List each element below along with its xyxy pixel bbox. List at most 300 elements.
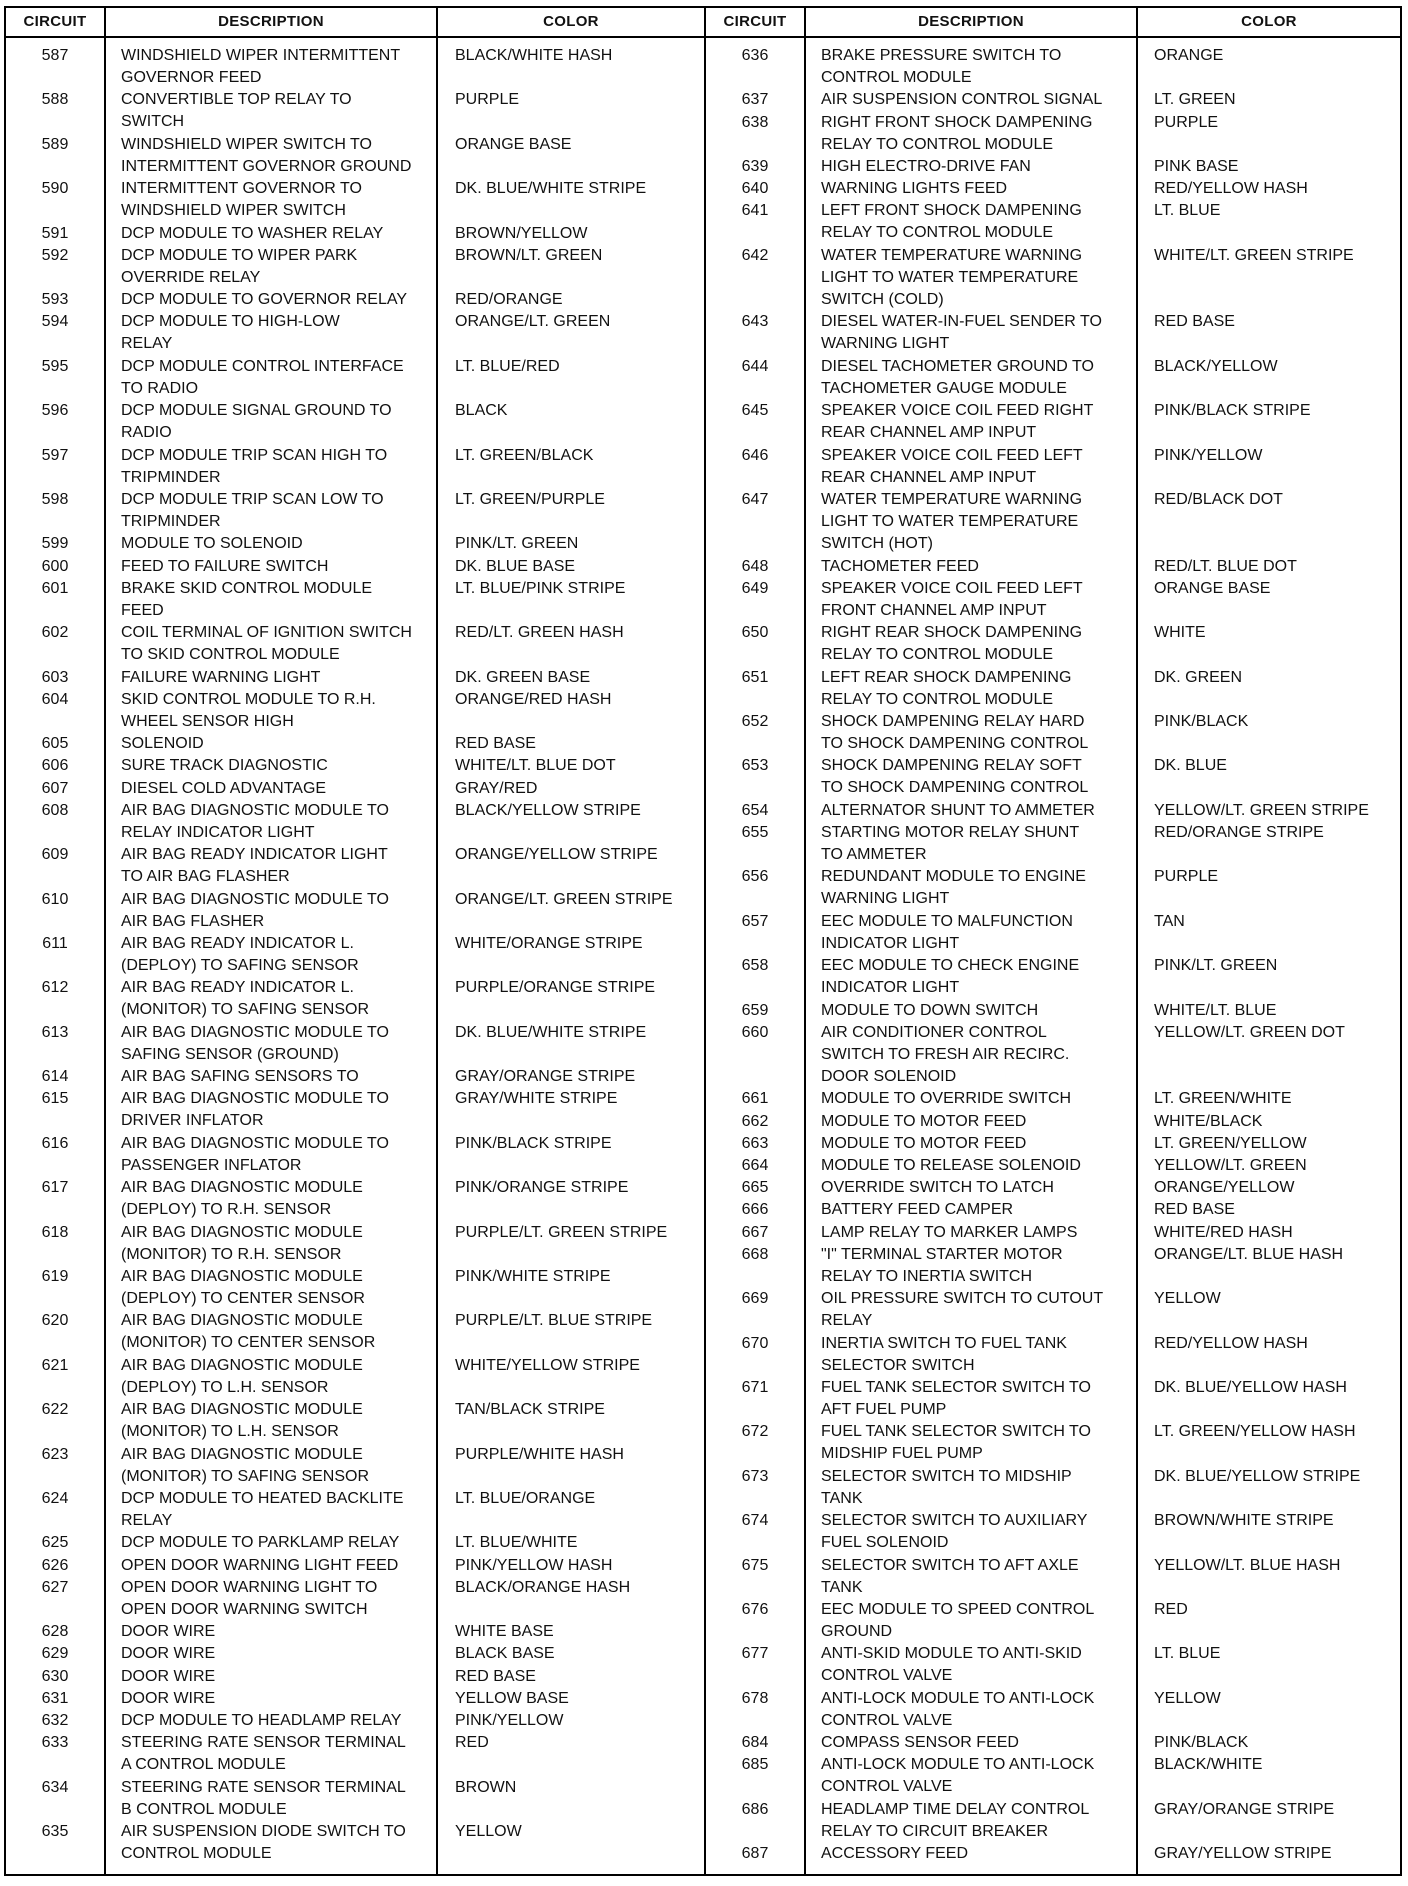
description-line: RELAY TO CONTROL MODULE xyxy=(821,646,1054,664)
description-line: WATER TEMPERATURE WARNING xyxy=(821,491,1083,508)
circuit-number: 602 xyxy=(41,624,69,642)
circuit-description xyxy=(121,1066,359,1088)
description-line: ACCESSORY FEED xyxy=(821,1845,969,1863)
column-divider xyxy=(1136,6,1138,1876)
header-color-right: COLOR xyxy=(1241,12,1297,30)
description-line: DCP MODULE TO HEADLAMP RELAY xyxy=(121,1712,402,1729)
circuit-description xyxy=(121,889,389,933)
wire-color: BROWN/WHITE STRIPE xyxy=(1154,1512,1334,1530)
description-line: AIR BAG DIAGNOSTIC MODULE xyxy=(121,1312,363,1330)
circuit-number: 667 xyxy=(741,1223,769,1241)
circuit-number: 675 xyxy=(741,1556,769,1574)
circuit-description xyxy=(821,489,1082,555)
circuit-description xyxy=(821,1688,1094,1732)
wire-color: RED BASE xyxy=(1154,1201,1235,1219)
circuit-description xyxy=(121,134,411,178)
circuit-number: 654 xyxy=(741,801,769,819)
description-line: AIR BAG DIAGNOSTIC MODULE xyxy=(121,1179,363,1197)
description-line: CONTROL VALVE xyxy=(821,1711,953,1729)
wire-color: DK. BLUE/YELLOW HASH xyxy=(1154,1379,1347,1396)
circuit-number: 624 xyxy=(41,1490,69,1507)
circuit-description xyxy=(821,1288,1103,1332)
wire-color: RED/ORANGE STRIPE xyxy=(1154,824,1324,841)
description-line: DCP MODULE TO WIPER PARK xyxy=(121,246,358,264)
description-line: AIR BAG READY INDICATOR LIGHT xyxy=(121,846,388,864)
description-line: REDUNDANT MODULE TO ENGINE xyxy=(821,868,1086,886)
description-line: RELAY xyxy=(121,1512,173,1529)
wire-color: PINK/BLACK xyxy=(1154,1734,1249,1752)
wire-color: RED/ORANGE xyxy=(455,291,563,309)
wire-color: WHITE/RED HASH xyxy=(1154,1223,1293,1241)
description-line: WINDSHIELD WIPER SWITCH TO xyxy=(121,135,372,153)
circuit-description xyxy=(821,178,1007,200)
description-line: DCP MODULE SIGNAL GROUND TO xyxy=(121,402,392,420)
description-line: ANTI-LOCK MODULE TO ANTI-LOCK xyxy=(821,1689,1095,1707)
wire-color: LT. GREEN/YELLOW HASH xyxy=(1154,1423,1356,1441)
wire-color: ORANGE/LT. BLUE HASH xyxy=(1154,1245,1344,1263)
circuit-description xyxy=(121,45,400,89)
circuit-number: 676 xyxy=(741,1601,769,1618)
wire-color: WHITE BASE xyxy=(455,1623,554,1641)
circuit-description xyxy=(821,1421,1091,1465)
circuit-description xyxy=(121,778,326,800)
description-line: AIR BAG DIAGNOSTIC MODULE TO xyxy=(121,1134,389,1152)
description-line: REAR CHANNEL AMP INPUT xyxy=(821,468,1037,486)
circuit-number: 653 xyxy=(741,757,769,775)
description-line: (DEPLOY) TO CENTER SENSOR xyxy=(121,1290,365,1307)
wire-color: TAN/BLACK STRIPE xyxy=(455,1401,605,1419)
circuit-number: 604 xyxy=(41,690,69,708)
description-line: LIGHT TO WATER TEMPERATURE xyxy=(821,268,1079,286)
description-line: FAILURE WARNING LIGHT xyxy=(121,668,321,686)
wire-color: BLACK/WHITE xyxy=(1154,1756,1263,1774)
circuit-description xyxy=(121,1777,406,1821)
wire-color: BROWN/YELLOW xyxy=(455,224,588,242)
description-line: DRIVER INFLATOR xyxy=(121,1112,264,1130)
circuit-number: 686 xyxy=(741,1800,769,1818)
circuit-number: 629 xyxy=(41,1645,69,1663)
wire-color: PINK/BLACK STRIPE xyxy=(1154,402,1311,420)
circuit-number: 594 xyxy=(41,313,69,331)
description-line: AIR CONDITIONER CONTROL xyxy=(821,1023,1047,1041)
circuit-number: 622 xyxy=(41,1401,69,1419)
circuit-number: 628 xyxy=(41,1623,69,1641)
circuit-number: 608 xyxy=(41,801,69,819)
circuit-description xyxy=(121,289,407,311)
circuit-description xyxy=(821,800,1095,822)
description-line: MIDSHIP FUEL PUMP xyxy=(821,1445,983,1463)
circuit-description xyxy=(121,178,362,222)
description-line: (DEPLOY) TO SAFING SENSOR xyxy=(121,957,359,974)
circuit-number: 610 xyxy=(41,890,69,908)
description-line: (MONITOR) TO R.H. SENSOR xyxy=(121,1245,342,1263)
circuit-number: 648 xyxy=(741,557,769,575)
wire-color: RED/LT. BLUE DOT xyxy=(1154,557,1297,575)
circuit-description xyxy=(821,45,1061,89)
circuit-description xyxy=(121,755,328,777)
circuit-description xyxy=(121,844,388,888)
description-line: LIGHT TO WATER TEMPERATURE xyxy=(821,513,1079,530)
description-line: OPEN DOOR WARNING LIGHT FEED xyxy=(121,1556,399,1574)
description-line: DCP MODULE TO HIGH-LOW xyxy=(121,313,340,331)
circuit-description xyxy=(821,1754,1094,1798)
wire-color: LT. BLUE/ORANGE xyxy=(455,1490,596,1507)
description-line: TACHOMETER GAUGE MODULE xyxy=(821,379,1067,397)
description-line: SWITCH (HOT) xyxy=(821,535,933,552)
wire-color: DK. BLUE/YELLOW STRIPE xyxy=(1154,1467,1361,1485)
circuit-number: 589 xyxy=(41,135,69,153)
circuit-description xyxy=(121,1555,398,1577)
circuit-number: 635 xyxy=(41,1823,69,1840)
circuit-description xyxy=(821,866,1086,910)
circuit-number: 678 xyxy=(741,1689,769,1707)
description-line: GROUND xyxy=(821,1623,893,1640)
circuit-description xyxy=(821,1199,1013,1221)
circuit-description xyxy=(821,1022,1069,1088)
circuit-description xyxy=(121,1643,215,1665)
circuit-description xyxy=(121,1177,363,1221)
description-line: DCP MODULE TO WASHER RELAY xyxy=(121,224,384,242)
circuit-description xyxy=(821,1643,1082,1687)
description-line: WINDSHIELD WIPER SWITCH xyxy=(121,202,346,220)
circuit-number: 672 xyxy=(741,1423,769,1441)
description-line: TANK xyxy=(821,1489,863,1507)
circuit-description xyxy=(821,1111,1026,1133)
circuit-number: 644 xyxy=(741,357,769,375)
wire-color: PINK/ORANGE STRIPE xyxy=(455,1179,629,1197)
description-line: TRIPMINDER xyxy=(121,468,221,486)
description-line: SPEAKER VOICE COIL FEED LEFT xyxy=(821,446,1083,464)
wire-color: RED xyxy=(455,1734,489,1752)
description-line: INTERMITTENT GOVERNOR GROUND xyxy=(121,157,412,175)
circuit-number: 612 xyxy=(41,979,69,997)
wire-color: PURPLE/LT. GREEN STRIPE xyxy=(455,1223,668,1241)
circuit-number: 597 xyxy=(41,446,69,464)
circuit-number: 662 xyxy=(741,1112,769,1130)
wire-color: ORANGE BASE xyxy=(455,135,572,153)
wire-color: PURPLE/LT. BLUE STRIPE xyxy=(455,1312,653,1330)
description-line: DOOR WIRE xyxy=(121,1623,216,1641)
circuit-description xyxy=(121,667,320,689)
circuit-number: 659 xyxy=(741,1001,769,1019)
wire-color: BLACK/YELLOW xyxy=(1154,357,1278,375)
description-line: AIR BAG READY INDICATOR L. xyxy=(121,935,354,952)
wire-color: LT. GREEN/YELLOW xyxy=(1154,1134,1307,1152)
wire-color: RED/BLACK DOT xyxy=(1154,491,1283,508)
wire-color: PINK/BLACK xyxy=(1154,713,1249,730)
description-line: AFT FUEL PUMP xyxy=(821,1401,947,1418)
header-color-left: COLOR xyxy=(543,12,599,30)
wire-color: WHITE/YELLOW STRIPE xyxy=(455,1356,640,1374)
wire-color: ORANGE/YELLOW xyxy=(1154,1179,1295,1197)
circuit-number: 639 xyxy=(741,158,769,175)
wire-color: WHITE xyxy=(1154,624,1206,642)
description-line: RELAY TO INERTIA SWITCH xyxy=(821,1267,1033,1285)
circuit-description xyxy=(121,689,376,733)
description-line: WARNING LIGHTS FEED xyxy=(821,180,1008,198)
circuit-description xyxy=(121,1532,399,1554)
wire-color: PURPLE xyxy=(455,91,520,109)
wire-color: LT. BLUE/RED xyxy=(455,357,560,375)
circuit-description xyxy=(821,1732,1019,1754)
wire-color: LT. GREEN xyxy=(1154,91,1236,109)
circuit-description xyxy=(821,1377,1091,1421)
wire-color: YELLOW BASE xyxy=(455,1689,569,1707)
circuit-description xyxy=(121,733,204,755)
description-line: AIR BAG DIAGNOSTIC MODULE xyxy=(121,1401,363,1419)
circuit-description xyxy=(121,800,389,844)
circuit-number: 601 xyxy=(41,579,69,597)
circuit-description xyxy=(821,445,1083,489)
circuit-description xyxy=(821,911,1073,955)
wire-color: ORANGE BASE xyxy=(1154,579,1271,597)
circuit-description xyxy=(821,156,1031,178)
description-line: TO SHOCK DAMPENING CONTROL xyxy=(821,779,1089,797)
circuit-number: 590 xyxy=(41,180,69,198)
description-line: WINDSHIELD WIPER INTERMITTENT xyxy=(121,47,401,64)
description-line: ANTI-LOCK MODULE TO ANTI-LOCK xyxy=(821,1756,1095,1774)
circuit-description xyxy=(821,667,1071,711)
description-line: DCP MODULE TRIP SCAN LOW TO xyxy=(121,491,384,508)
circuit-description xyxy=(121,1732,406,1776)
circuit-number: 660 xyxy=(741,1023,769,1041)
description-line: SPEAKER VOICE COIL FEED RIGHT xyxy=(821,402,1094,420)
description-line: DOOR WIRE xyxy=(121,1689,216,1707)
column-divider xyxy=(704,6,706,1876)
circuit-number: 674 xyxy=(741,1512,769,1530)
description-line: FRONT CHANNEL AMP INPUT xyxy=(821,601,1047,619)
circuit-number: 633 xyxy=(41,1734,69,1752)
description-line: EEC MODULE TO CHECK ENGINE xyxy=(821,957,1080,975)
description-line: AIR BAG FLASHER xyxy=(121,912,265,930)
description-line: AIR BAG DIAGNOSTIC MODULE xyxy=(121,1445,363,1463)
description-line: TO SHOCK DAMPENING CONTROL xyxy=(821,735,1089,752)
circuit-description xyxy=(121,977,369,1021)
circuit-number: 638 xyxy=(741,113,769,131)
circuit-description xyxy=(821,89,1102,111)
description-line: STEERING RATE SENSOR TERMINAL xyxy=(121,1734,406,1752)
circuit-number: 617 xyxy=(41,1179,69,1197)
circuit-description xyxy=(121,1399,363,1443)
wire-color: ORANGE/YELLOW STRIPE xyxy=(455,846,658,864)
wire-color: YELLOW xyxy=(1154,1290,1221,1308)
circuit-description xyxy=(121,1444,369,1488)
circuit-description xyxy=(121,1488,403,1532)
description-line: OVERRIDE SWITCH TO LATCH xyxy=(821,1179,1054,1197)
wire-color: DK. GREEN xyxy=(1154,668,1243,686)
circuit-description xyxy=(121,1666,215,1688)
circuit-number: 623 xyxy=(41,1445,69,1463)
wire-color: PURPLE/ORANGE STRIPE xyxy=(455,979,656,997)
wire-color: PURPLE xyxy=(1154,868,1219,886)
description-line: (DEPLOY) TO R.H. SENSOR xyxy=(121,1201,332,1219)
description-line: SELECTOR SWITCH TO AFT AXLE xyxy=(821,1556,1079,1574)
wire-color: YELLOW xyxy=(1154,1689,1221,1707)
circuit-number: 642 xyxy=(741,246,769,264)
description-line: SELECTOR SWITCH TO MIDSHIP xyxy=(821,1467,1072,1485)
circuit-description xyxy=(821,1799,1089,1843)
circuit-number: 646 xyxy=(741,446,769,464)
wire-color: RED/YELLOW HASH xyxy=(1154,1334,1308,1352)
wire-color: WHITE/LT. BLUE xyxy=(1154,1001,1277,1019)
description-line: AIR BAG DIAGNOSTIC MODULE TO xyxy=(121,890,389,908)
wire-color: LT. GREEN/PURPLE xyxy=(455,491,605,508)
circuit-number: 614 xyxy=(41,1068,69,1086)
description-line: SHOCK DAMPENING RELAY SOFT xyxy=(821,757,1082,775)
circuit-number: 665 xyxy=(741,1179,769,1197)
circuit-number: 655 xyxy=(741,824,769,841)
circuit-description xyxy=(121,356,404,400)
circuit-description xyxy=(821,1000,1038,1022)
circuit-number: 650 xyxy=(741,624,769,642)
circuit-description xyxy=(121,1266,365,1310)
circuit-description xyxy=(121,622,412,666)
wire-color: DK. GREEN BASE xyxy=(455,668,591,686)
circuit-number: 619 xyxy=(41,1268,69,1285)
circuit-number: 609 xyxy=(41,846,69,864)
circuit-description xyxy=(821,755,1088,799)
description-line: RELAY INDICATOR LIGHT xyxy=(121,823,315,841)
circuit-number: 621 xyxy=(41,1356,69,1374)
description-line: SWITCH (COLD) xyxy=(821,290,944,308)
description-line: TO RADIO xyxy=(121,379,199,397)
circuit-number: 598 xyxy=(41,491,69,508)
description-line: AIR BAG DIAGNOSTIC MODULE TO xyxy=(121,801,389,819)
description-line: CONTROL MODULE xyxy=(121,1845,272,1862)
description-line: MODULE TO OVERRIDE SWITCH xyxy=(821,1090,1072,1108)
wire-color: PINK BASE xyxy=(1154,158,1239,175)
circuit-number: 611 xyxy=(42,935,68,952)
circuit-number: 626 xyxy=(41,1556,69,1574)
description-line: RELAY TO CONTROL MODULE xyxy=(821,135,1054,153)
description-line: WATER TEMPERATURE WARNING xyxy=(821,246,1083,264)
wire-color: LT. BLUE/WHITE xyxy=(455,1534,578,1552)
circuit-description xyxy=(121,489,384,533)
description-line: SWITCH xyxy=(121,113,185,131)
description-line: BRAKE PRESSURE SWITCH TO xyxy=(821,47,1062,64)
circuit-number: 657 xyxy=(741,912,769,930)
description-line: B CONTROL MODULE xyxy=(121,1800,287,1818)
description-line: RELAY xyxy=(121,335,173,353)
circuit-description xyxy=(821,400,1093,444)
circuit-number: 670 xyxy=(741,1334,769,1352)
circuit-description xyxy=(821,1155,1081,1177)
description-line: SKID CONTROL MODULE TO R.H. xyxy=(121,690,376,708)
wire-color: BLACK/WHITE HASH xyxy=(455,47,613,64)
description-line: REAR CHANNEL AMP INPUT xyxy=(821,424,1037,442)
description-line: RELAY TO CONTROL MODULE xyxy=(821,690,1054,708)
circuit-number: 651 xyxy=(741,668,769,686)
description-line: GOVERNOR FEED xyxy=(121,69,262,86)
description-line: STEERING RATE SENSOR TERMINAL xyxy=(121,1778,406,1796)
description-line: RIGHT FRONT SHOCK DAMPENING xyxy=(821,113,1093,131)
circuit-description xyxy=(821,1510,1087,1554)
wire-color: PURPLE xyxy=(1154,113,1219,131)
circuit-description xyxy=(121,1222,363,1266)
circuit-number: 607 xyxy=(41,779,69,797)
description-line: SPEAKER VOICE COIL FEED LEFT xyxy=(821,579,1083,597)
circuit-number: 685 xyxy=(741,1756,769,1774)
circuit-number: 687 xyxy=(741,1845,769,1863)
circuit-number: 640 xyxy=(741,180,769,198)
description-line: STARTING MOTOR RELAY SHUNT xyxy=(821,824,1080,841)
wire-color: YELLOW/LT. GREEN xyxy=(1154,1157,1307,1174)
description-line: SHOCK DAMPENING RELAY HARD xyxy=(821,713,1085,730)
description-line: INDICATOR LIGHT xyxy=(821,979,960,997)
description-line: DOOR WIRE xyxy=(121,1645,216,1663)
circuit-description xyxy=(121,400,392,444)
circuit-description xyxy=(121,445,387,489)
circuit-number: 600 xyxy=(41,557,69,575)
header-divider xyxy=(4,36,1402,38)
wire-color: PINK/YELLOW xyxy=(1154,446,1263,464)
description-line: TO AMMETER xyxy=(821,846,927,863)
description-line: OPEN DOOR WARNING LIGHT TO xyxy=(121,1578,378,1596)
circuit-number: 613 xyxy=(41,1023,69,1041)
circuit-number: 588 xyxy=(41,91,69,109)
circuit-number: 595 xyxy=(41,357,69,375)
wire-color: YELLOW xyxy=(455,1823,522,1840)
circuit-number: 637 xyxy=(741,91,769,109)
wire-color: LT. GREEN/WHITE xyxy=(1154,1090,1292,1108)
circuit-number: 669 xyxy=(741,1290,769,1308)
circuit-number: 599 xyxy=(41,535,69,553)
circuit-number: 656 xyxy=(741,868,769,886)
description-line: MODULE TO MOTOR FEED xyxy=(821,1112,1027,1130)
circuit-number: 663 xyxy=(741,1134,769,1152)
wire-color: BLACK xyxy=(455,402,508,420)
column-divider xyxy=(436,6,438,1876)
circuit-description xyxy=(121,933,359,977)
circuit-number: 605 xyxy=(41,735,69,753)
circuit-description xyxy=(121,556,328,578)
description-line: WARNING LIGHT xyxy=(821,890,950,908)
description-line: HIGH ELECTRO-DRIVE FAN xyxy=(821,158,1031,175)
wire-color: PINK/YELLOW HASH xyxy=(455,1556,613,1574)
wire-color: BLACK/ORANGE HASH xyxy=(455,1578,631,1596)
description-line: INERTIA SWITCH TO FUEL TANK xyxy=(821,1334,1067,1352)
circuit-description xyxy=(821,1555,1079,1599)
wire-color: GRAY/ORANGE STRIPE xyxy=(1154,1800,1335,1818)
description-line: MODULE TO SOLENOID xyxy=(121,535,303,553)
description-line: BRAKE SKID CONTROL MODULE xyxy=(121,579,373,597)
description-line: FEED TO FAILURE SWITCH xyxy=(121,557,329,575)
circuit-description xyxy=(121,1821,406,1865)
column-divider xyxy=(104,6,106,1876)
wire-color: LT. BLUE/PINK STRIPE xyxy=(455,579,626,597)
circuit-description xyxy=(121,1088,389,1132)
circuit-description xyxy=(821,822,1079,866)
wire-color: GRAY/RED xyxy=(455,779,538,797)
description-line: SELECTOR SWITCH TO AUXILIARY xyxy=(821,1512,1088,1530)
circuit-number: 636 xyxy=(741,47,769,64)
wire-color: PINK/LT. GREEN xyxy=(455,535,579,553)
description-line: CONTROL VALVE xyxy=(821,1667,953,1685)
description-line: FUEL SOLENOID xyxy=(821,1534,949,1552)
circuit-number: 632 xyxy=(41,1712,69,1729)
circuit-number: 658 xyxy=(741,957,769,975)
circuit-number: 677 xyxy=(741,1645,769,1663)
circuit-number: 593 xyxy=(41,291,69,309)
circuit-number: 616 xyxy=(41,1134,69,1152)
wire-color: DK. BLUE/WHITE STRIPE xyxy=(455,180,647,198)
circuit-number: 671 xyxy=(741,1379,769,1396)
circuit-number: 606 xyxy=(41,757,69,775)
description-line: EEC MODULE TO SPEED CONTROL xyxy=(821,1601,1095,1618)
circuit-number: 615 xyxy=(41,1090,69,1108)
description-line: AIR BAG DIAGNOSTIC MODULE xyxy=(121,1356,363,1374)
description-line: INDICATOR LIGHT xyxy=(821,934,960,952)
